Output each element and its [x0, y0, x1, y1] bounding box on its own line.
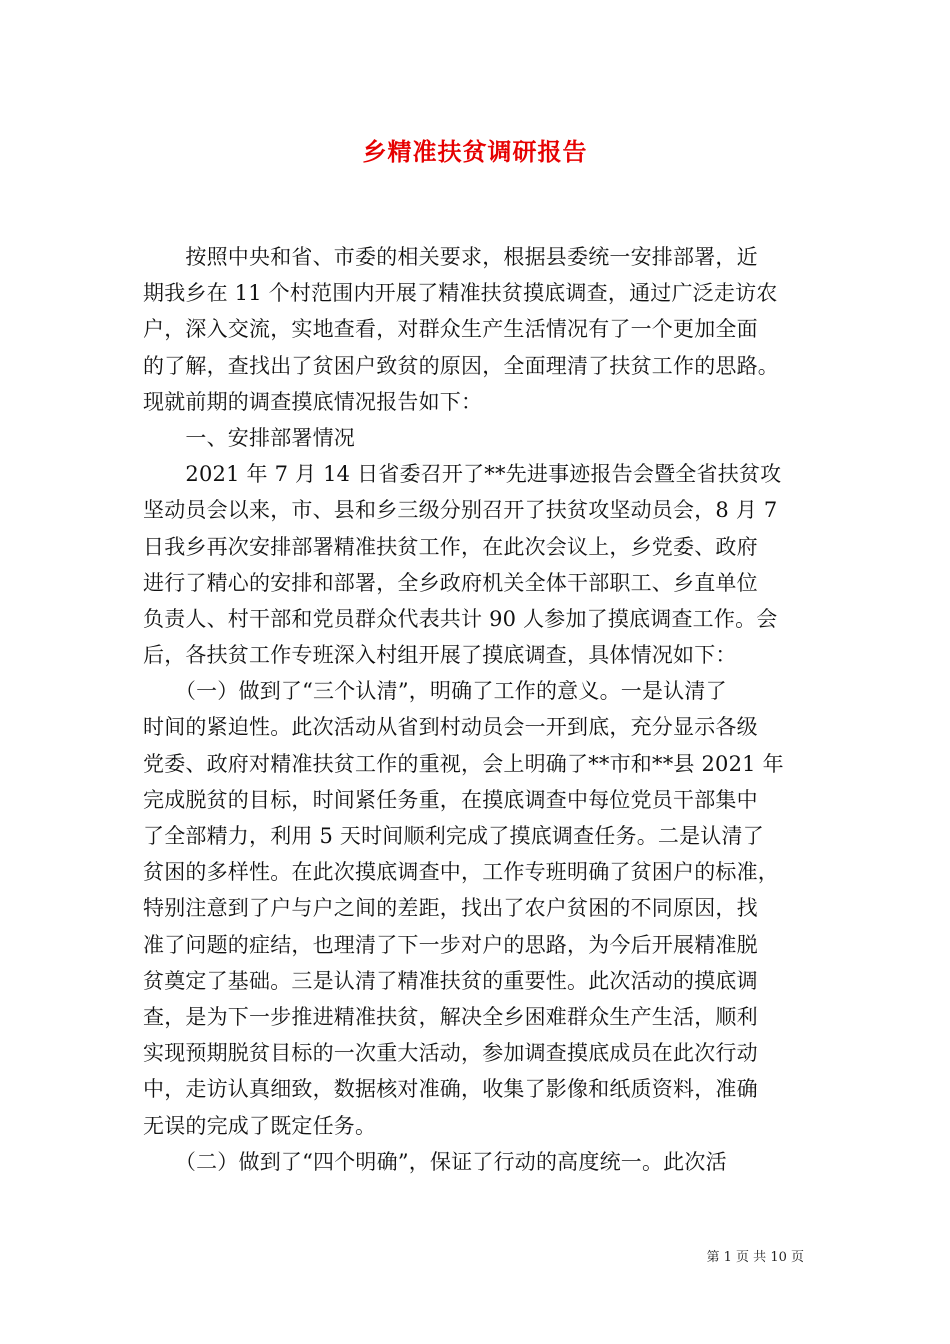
body-line: 的了解，查找出了贫困户致贫的原因，全面理清了扶贫工作的思路。 — [143, 353, 779, 378]
body-line: 党委、政府对精准扶贫工作的重视，会上明确了**市和**县 2021 年 — [143, 751, 784, 776]
body-line: 户，深入交流，实地查看，对群众生产生活情况有了一个更加全面 — [143, 317, 758, 342]
body-line: 无误的完成了既定任务。 — [143, 1113, 377, 1138]
body-line: 期我乡在 11 个村范围内开展了精准扶贫摸底调查，通过广泛走访农 — [143, 281, 778, 306]
body-line: 后，各扶贫工作专班深入村组开展了摸底调查，具体情况如下： — [143, 643, 737, 668]
document-body — [143, 239, 811, 1180]
body-line: 坚动员会以来，市、县和乡三级分别召开了扶贫攻坚动员会，8 月 7 — [143, 498, 778, 523]
body-line: （二）做到了“四个明确”，保证了行动的高度统一。此次活 — [143, 1149, 727, 1174]
body-line: 日我乡再次安排部署精准扶贫工作，在此次会议上，乡党委、政府 — [143, 534, 758, 559]
page-number: 第 1 页 共 10 页 — [706, 1250, 804, 1265]
body-line: （一）做到了“三个认清”，明确了工作的意义。一是认清了 — [143, 679, 727, 704]
body-line: 贫奠定了基础。三是认清了精准扶贫的重要性。此次活动的摸底调 — [143, 968, 758, 993]
body-line: 时间的紧迫性。此次活动从省到村动员会一开到底，充分显示各级 — [143, 715, 758, 740]
body-line: 完成脱贫的目标，时间紧任务重，在摸底调查中每位党员干部集中 — [143, 787, 758, 812]
body-line: 特别注意到了户与户之间的差距，找出了农户贫困的不同原因，找 — [143, 896, 758, 921]
body-line: 进行了精心的安排和部署，全乡政府机关全体干部职工、乡直单位 — [143, 570, 758, 595]
body-line: 准了问题的症结，也理清了下一步对户的思路，为今后开展精准脱 — [143, 932, 758, 957]
body-line: 了全部精力，利用 5 天时间顺利完成了摸底调查任务。二是认清了 — [143, 824, 764, 848]
body-line: 贫困的多样性。在此次摸底调查中，工作专班明确了贫困户的标准， — [143, 860, 779, 885]
document-title: 乡精准扶贫调研报告 — [362, 137, 588, 166]
body-line: 2021 年 7 月 14 日省委召开了**先进事迹报告会暨全省扶贫攻 — [143, 462, 782, 487]
body-line: 现就前期的调查摸底情况报告如下： — [143, 389, 483, 414]
body-line: 查，是为下一步推进精准扶贫，解决全乡困难群众生产生活，顺利 — [143, 1004, 758, 1029]
body-line: 中，走访认真细致，数据核对准确，收集了影像和纸质资料，准确 — [143, 1077, 758, 1102]
body-line: 按照中央和省、市委的相关要求，根据县委统一安排部署，近 — [143, 245, 758, 269]
body-line: 负责人、村干部和党员群众代表共计 90 人参加了摸底调查工作。会 — [143, 606, 778, 631]
body-line: 实现预期脱贫目标的一次重大活动，参加调查摸底成员在此次行动 — [143, 1041, 758, 1066]
section-heading: 一、安排部署情况 — [143, 425, 355, 450]
